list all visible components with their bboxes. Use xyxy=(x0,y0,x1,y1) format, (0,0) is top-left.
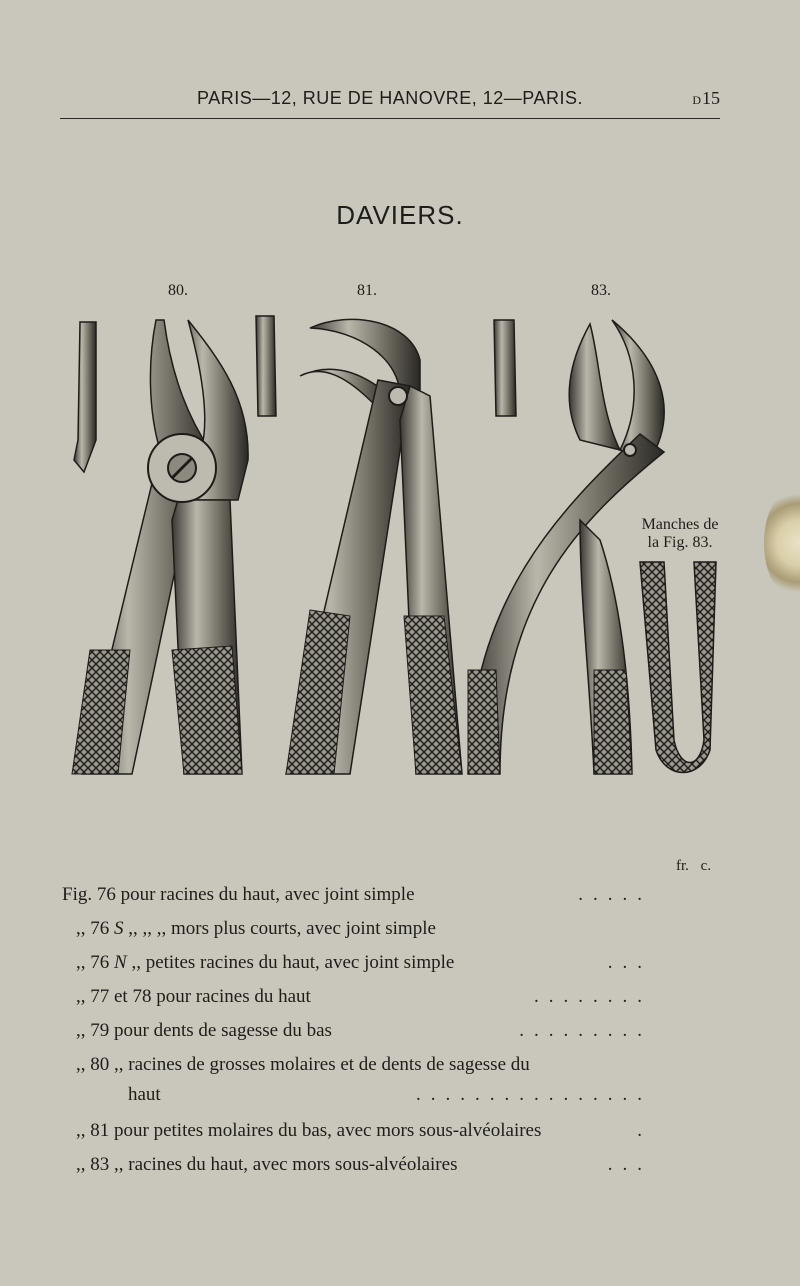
header-address: PARIS—12, RUE DE HANOVRE, 12—PARIS. xyxy=(197,88,583,108)
figure-label-83: 83. xyxy=(591,282,611,299)
forceps-83-tip xyxy=(494,320,516,416)
forceps-80 xyxy=(72,320,248,774)
page-number-value: 15 xyxy=(702,88,720,108)
figure-label-80: 80. xyxy=(168,282,188,299)
forceps-81 xyxy=(286,319,462,774)
handles-caption xyxy=(630,516,730,552)
list-item: Fig. 76 pour racines du haut, avec joint simple ..... xyxy=(62,884,652,905)
page-number xyxy=(692,88,720,109)
list-item: ,, 81 pour petites molaires du bas, avec mors sous-alvéolaires . xyxy=(76,1120,652,1141)
list-item: ,, 77 et 78 pour racines du haut ........ xyxy=(76,986,652,1007)
list-item: ,, 79 pour dents de sagesse du bas ......... xyxy=(76,1020,652,1041)
page-section-letter: D xyxy=(692,93,702,107)
handles-caption-line1: Manches de xyxy=(641,516,719,533)
list-item: ,, 83 ,, racines du haut, avec mors sous-alvéolaires ... xyxy=(76,1154,652,1175)
list-item: ,, 76 S ,, ,, ,, mors plus courts, avec joint simple xyxy=(76,918,436,939)
running-header xyxy=(60,88,720,119)
scanner-thumb-artifact xyxy=(764,488,800,598)
forceps-80-tip-right xyxy=(256,316,276,416)
list-item-continuation: haut ................ xyxy=(128,1084,652,1105)
figure-label-81: 81. xyxy=(357,282,377,299)
forceps-80-tip-left xyxy=(74,322,96,472)
forceps-83-handles-detail xyxy=(640,562,716,773)
list-item: ,, 80 ,, racines de grosses molaires et de dents de sagesse du xyxy=(76,1054,530,1075)
page-title: DAVIERS. xyxy=(336,200,464,230)
handles-caption-line2: la Fig. 83. xyxy=(647,534,713,551)
price-column-header: fr. c. xyxy=(676,858,712,874)
list-item: ,, 76 N ,, petites racines du haut, avec joint simple ... xyxy=(76,952,652,973)
